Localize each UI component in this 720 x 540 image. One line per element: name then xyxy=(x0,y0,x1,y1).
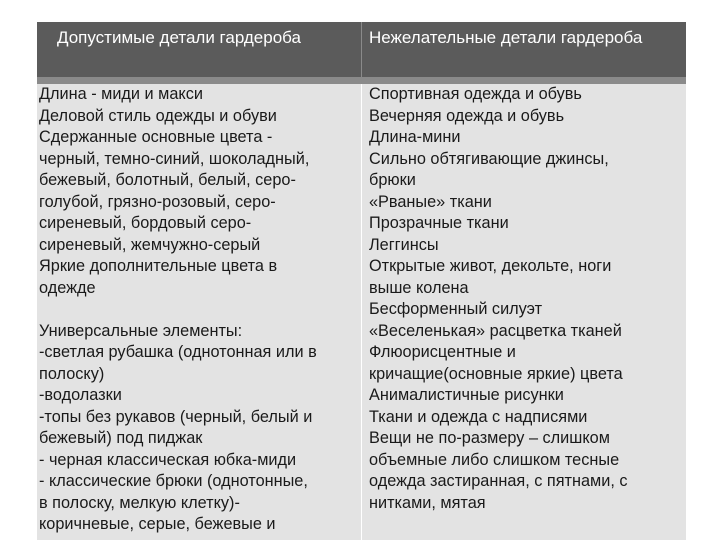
wardrobe-table xyxy=(37,22,686,540)
undesirable-line: Прозрачные ткани xyxy=(369,214,509,232)
undesirable-line: Длина-мини xyxy=(369,128,461,146)
undesirable-line: Леггинсы xyxy=(369,235,439,254)
undesirable-line: Открытые живот, декольте, ноги xyxy=(369,257,612,275)
universal-items-line: коричневые, серые, бежевые и xyxy=(39,515,276,533)
undesirable-line: брюки xyxy=(369,171,416,189)
undesirable-line: Анималистичные рисунки xyxy=(369,386,564,404)
header-band xyxy=(37,77,686,84)
undesirable-column xyxy=(362,84,686,540)
allowed-line: одежде xyxy=(39,278,96,297)
universal-items-line: -топы без рукавов (черный, белый и xyxy=(39,407,313,426)
allowed-line: сиреневый, жемчужно-серый xyxy=(39,235,261,254)
allowed-line: черный, темно-синий, шоколадный, xyxy=(39,149,310,168)
allowed-line: бежевый, болотный, белый, серо- xyxy=(39,171,296,189)
undesirable-line: «Рваные» ткани xyxy=(369,192,492,211)
universal-items-line: в полоску, мелкую клетку)- xyxy=(39,493,240,512)
allowed-line: Длина - миди и макси xyxy=(39,85,203,103)
undesirable-line: Флюорисцентные и xyxy=(369,343,516,361)
header-allowed: Допустимые детали гардероба xyxy=(37,22,361,77)
undesirable-line: Ткани и одежда с надписями xyxy=(369,407,588,426)
universal-items-line: -светлая рубашка (однотонная или в xyxy=(39,343,317,361)
undesirable-line: одежда застиранная, с пятнами, с xyxy=(369,472,628,490)
universal-items-line: - классические брюки (однотонные, xyxy=(39,472,308,490)
paragraph-spacer xyxy=(39,299,357,321)
undesirable-line: нитками, мятая xyxy=(369,493,486,512)
undesirable-line: объемные либо слишком тесные xyxy=(369,450,620,469)
undesirable-line: Бесформенный силуэт xyxy=(369,300,543,318)
universal-items-line: полоску) xyxy=(39,364,105,383)
universal-items-line: Универсальные элементы: xyxy=(39,321,243,340)
allowed-line: Яркие дополнительные цвета в xyxy=(39,257,278,275)
undesirable-line: Спортивная одежда и обувь xyxy=(369,85,582,103)
allowed-line: Сдержанные основные цвета - xyxy=(39,128,273,146)
universal-items-line: -водолазки xyxy=(39,386,122,404)
allowed-line: голубой, грязно-розовый, серо- xyxy=(39,192,276,211)
undesirable-line: Сильно обтягивающие джинсы, xyxy=(369,149,609,168)
universal-items-line: - черная классическая юбка-миди xyxy=(39,450,297,469)
allowed-column xyxy=(37,84,361,540)
allowed-line: сиреневый, бордовый серо- xyxy=(39,214,252,232)
undesirable-line: выше колена xyxy=(369,278,469,297)
universal-items-line: бежевый) под пиджак xyxy=(39,429,203,447)
undesirable-line: Вечерняя одежда и обувь xyxy=(369,106,565,125)
undesirable-line: кричащие(основные яркие) цвета xyxy=(369,364,623,383)
allowed-line: Деловой стиль одежды и обуви xyxy=(39,106,277,125)
undesirable-line: Вещи не по-размеру – слишком xyxy=(369,429,610,447)
header-undesirable: Нежелательные детали гардероба xyxy=(362,22,686,77)
undesirable-line: «Веселенькая» расцветка тканей xyxy=(369,321,622,340)
